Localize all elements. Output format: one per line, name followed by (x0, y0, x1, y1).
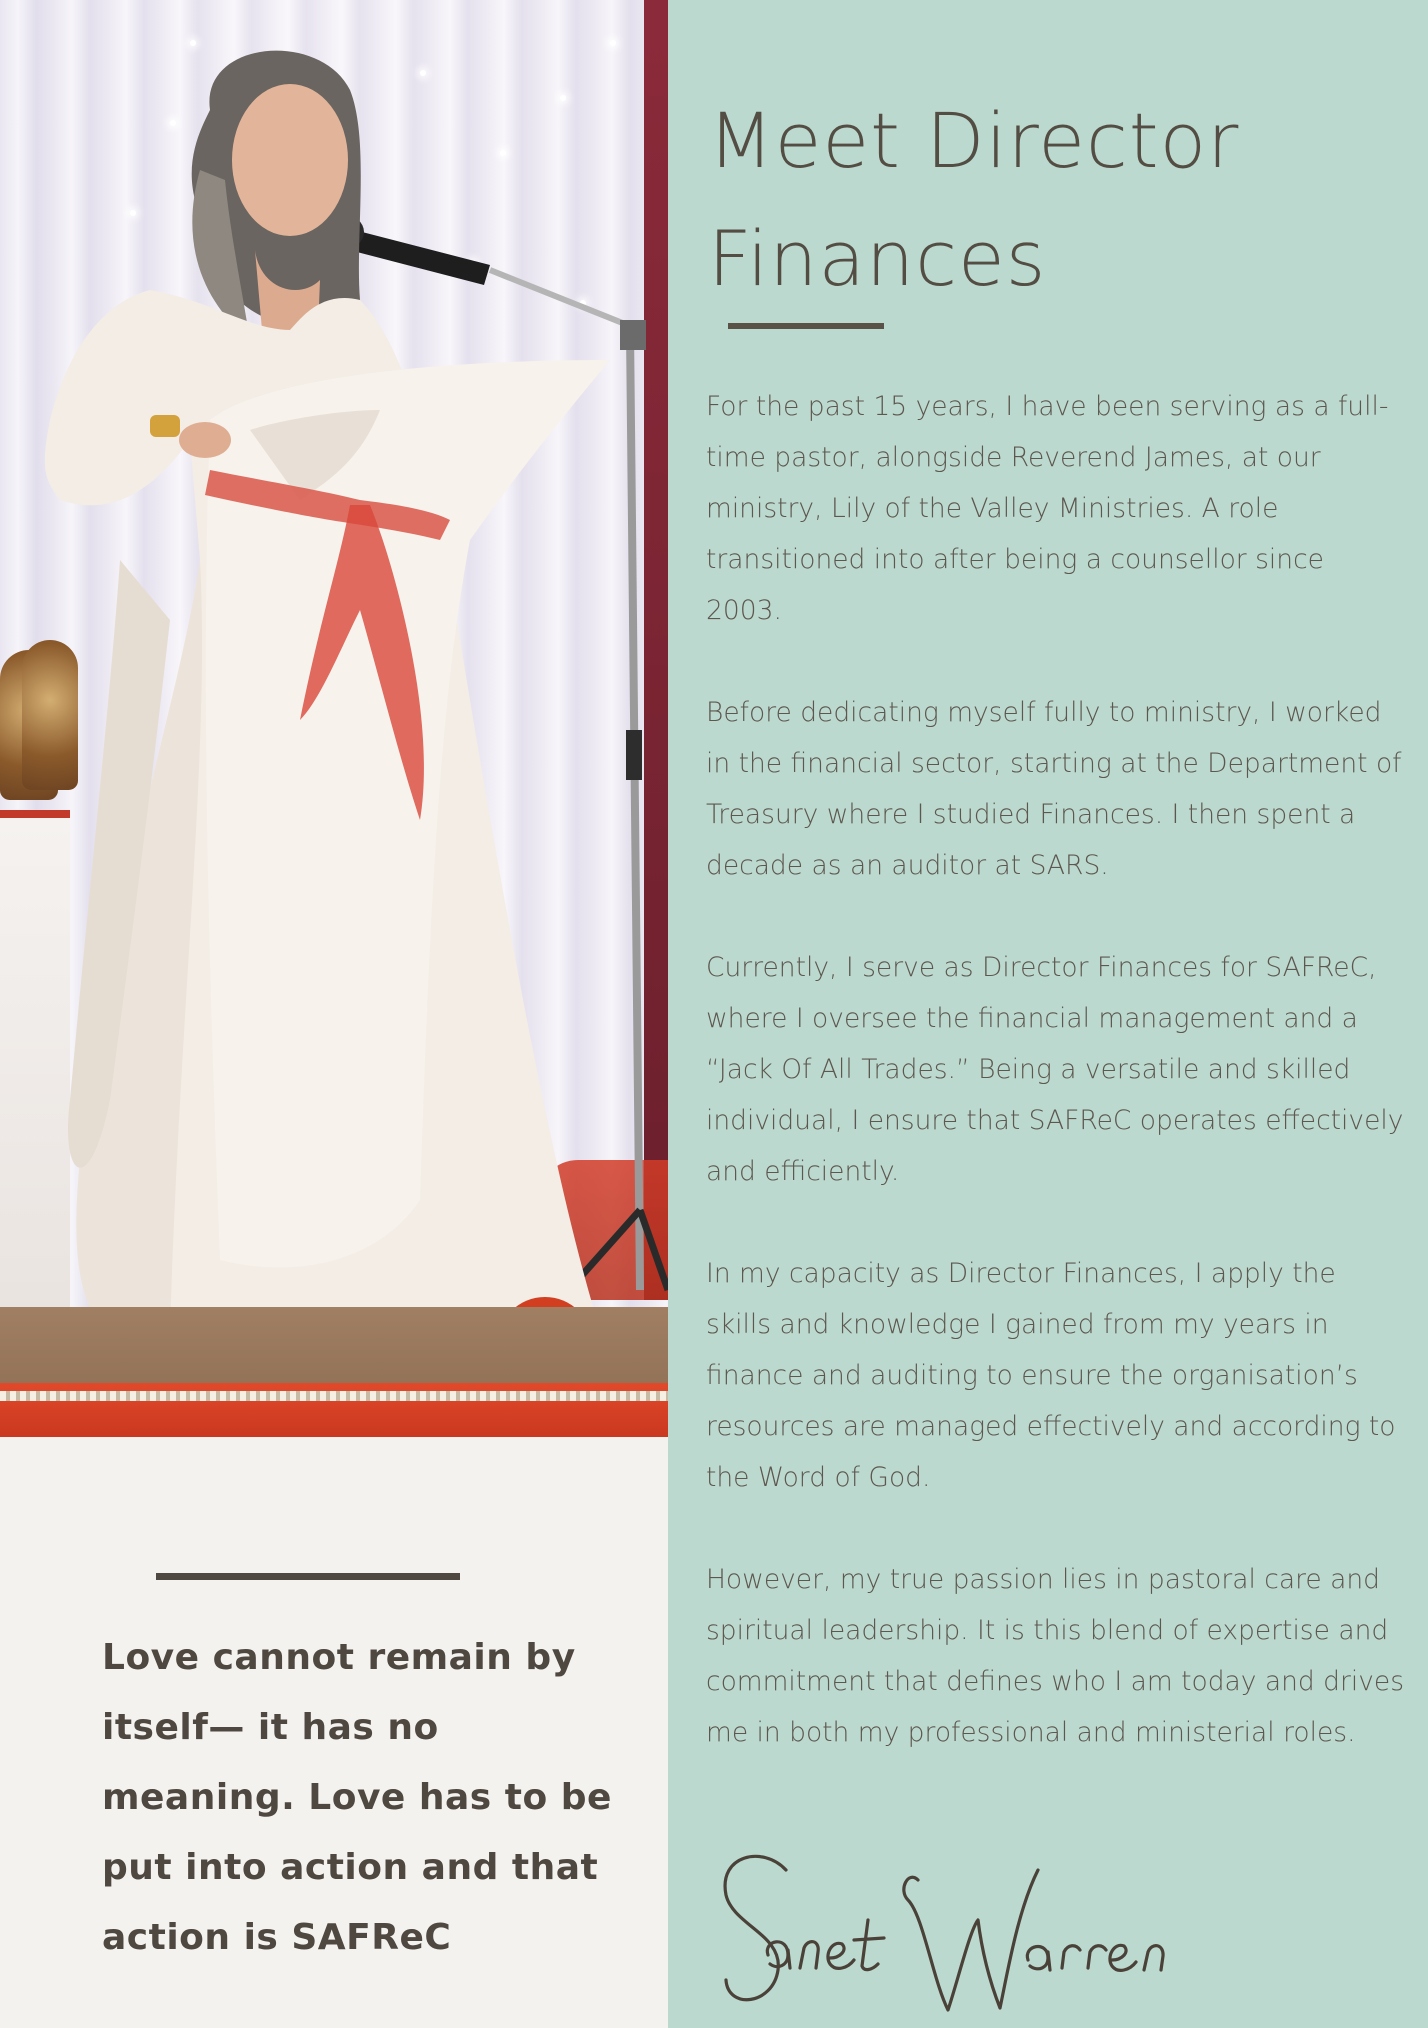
signature (708, 1840, 1208, 2020)
speaker-figure (0, 0, 668, 1437)
bio-body (706, 381, 1406, 1809)
title-line-2: Finances (708, 214, 1047, 303)
bio-paragraph: Currently, I serve as Director Finances for SAFReC, where I oversee the financial management and a “Jack Of All Trades.” Being a versatile and skilled individual, I ensure that SAFReC operates effectively and efficiently. (706, 952, 1404, 1187)
speaker-photo (0, 0, 668, 1437)
stage-beads (0, 1391, 668, 1401)
bio-paragraph: For the past 15 years, I have been serving as a full-time pastor, alongside Reverend James, at our ministry, Lily of the Valley Ministries. A role transitioned into after being a counsellor since 2003. (706, 391, 1389, 626)
bio-paragraph: Before dedicating myself fully to ministry, I worked in the financial sector, starting at the Department of Treasury where I studied Finances. I then spent a decade as an auditor at SARS. (706, 697, 1402, 881)
title-line-1: Meet Director (708, 96, 1240, 185)
bio-paragraph: However, my true passion lies in pastoral care and spiritual leadership. It is this blend of expertise and commitment that defines who I am today and drives me in both my professional and ministerial roles. (706, 1564, 1405, 1748)
bio-paragraph: In my capacity as Director Finances, I apply the skills and knowledge I gained from my years in finance and auditing to ensure the organisation’s resources are managed effectively and according to the Word of God. (706, 1258, 1396, 1493)
title-divider (728, 323, 884, 329)
page-title (708, 82, 1239, 318)
quote-divider (156, 1573, 460, 1580)
quote-text: Love cannot remain by itself— it has no meaning. Love has to be put into action and that action is SAFReC (102, 1637, 612, 1958)
bio-panel (668, 0, 1428, 2028)
quote-panel (0, 1437, 668, 2028)
